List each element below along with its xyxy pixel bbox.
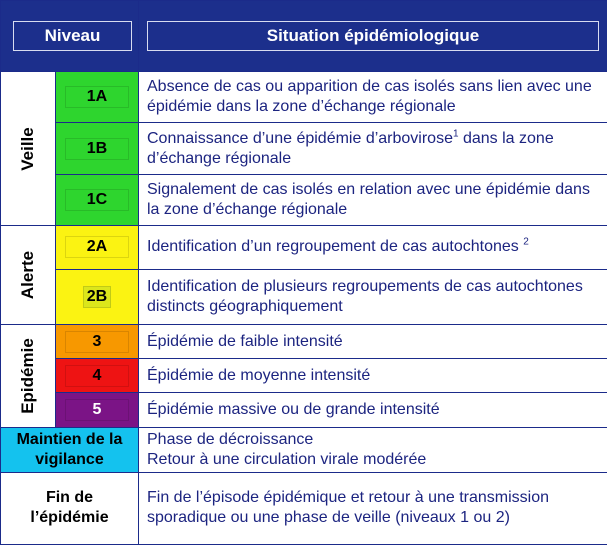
- situation-desc: Fin de l’épisode épidémique et retour à une transmission sporadique ou une phase de veille (niveaux 1 ou 2): [139, 472, 607, 544]
- table-row: [1, 123, 607, 174]
- level-cell: [56, 325, 139, 359]
- level-label: 4: [65, 365, 129, 387]
- table-row: [1, 72, 607, 123]
- table-row: [1, 427, 607, 472]
- level-label: 1B: [65, 138, 129, 160]
- situation-desc: Signalement de cas isolés en relation avec une épidémie dans la zone d’échange régionale: [139, 174, 607, 225]
- header-situation: Situation épidémiologique: [147, 21, 599, 51]
- table-row: [1, 359, 607, 393]
- level-cell: [56, 72, 139, 123]
- situation-desc: Épidémie de moyenne intensité: [139, 359, 607, 393]
- category-alerte-cell: [1, 225, 56, 324]
- table-row: [1, 174, 607, 225]
- table-row: [1, 269, 607, 324]
- category-veille: Veille: [18, 126, 37, 171]
- category-epidemie: Epidémie: [18, 338, 37, 414]
- category-maintien: Maintien de la vigilance: [1, 427, 139, 472]
- level-label: 5: [65, 399, 129, 421]
- table-row: [1, 472, 607, 544]
- table-row: [1, 393, 607, 427]
- situation-desc: Épidémie de faible intensité: [139, 325, 607, 359]
- footnote-ref: 2: [523, 237, 529, 249]
- header-row: [1, 1, 607, 72]
- category-fin: Fin de l’épidémie: [1, 472, 139, 544]
- situation-desc: Absence de cas ou apparition de cas isolés sans lien avec une épidémie dans la zone d’échange régionale: [139, 72, 607, 123]
- situation-desc: Épidémie massive ou de grande intensité: [139, 393, 607, 427]
- footnote-ref: 1: [452, 128, 459, 140]
- table-row: [1, 325, 607, 359]
- level-label: 2A: [65, 236, 129, 258]
- category-veille-cell: [1, 72, 56, 226]
- category-alerte: Alerte: [18, 250, 37, 300]
- maintien-line: Retour à une circulation virale modérée: [147, 450, 427, 468]
- category-epidemie-cell: [1, 325, 56, 427]
- level-cell: [56, 269, 139, 324]
- level-label: 1C: [65, 189, 129, 211]
- level-label: 3: [65, 331, 129, 353]
- level-cell: [56, 359, 139, 393]
- level-cell: [56, 225, 139, 269]
- level-cell: [56, 123, 139, 174]
- situation-desc: Connaissance d’une épidémie d’arbovirose$^1$ dans la zone d’échange régionale: [139, 123, 607, 174]
- level-label: 2B: [83, 286, 111, 308]
- level-cell: [56, 174, 139, 225]
- header-level: Niveau: [13, 21, 132, 51]
- header-level-cell: [1, 1, 139, 72]
- situation-desc: [139, 427, 607, 472]
- situation-desc: Identification d’un regroupement de cas autochtones $^2$: [139, 225, 607, 269]
- header-situation-cell: [139, 1, 607, 72]
- situation-desc: Identification de plusieurs regroupements de cas autochtones distincts géographiquement: [139, 269, 607, 324]
- level-label: 1A: [65, 86, 129, 108]
- table-row: [1, 225, 607, 269]
- maintien-line: Phase de décroissance: [147, 430, 314, 448]
- level-cell: [56, 393, 139, 427]
